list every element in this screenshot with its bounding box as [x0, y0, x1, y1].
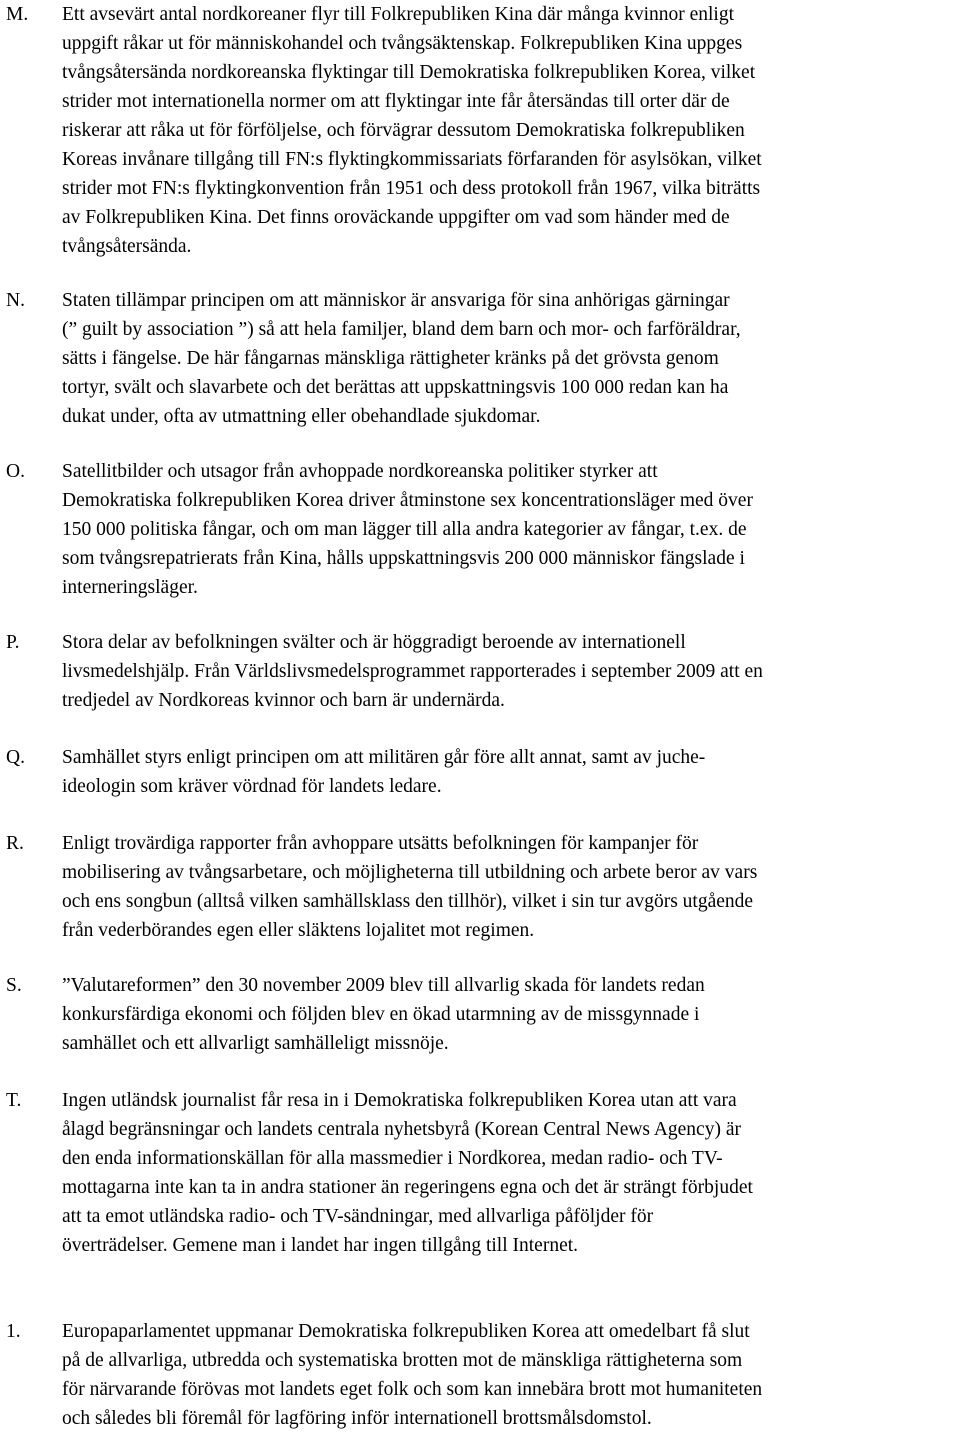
recital-text: ”Valutareformen” den 30 november 2009 blev till allvarlig skada för landets redan konkursfärdiga ekonomi och följden blev en ökad utarmning av de missgynnade i samhället och ett allvarligt samhälleligt missnöje. [62, 975, 705, 1054]
recital-marker: R. [6, 833, 24, 854]
recital-text: Satellitbilder och utsagor från avhoppade nordkoreanska politiker styrker att Demokratiska folkrepubliken Korea driver åtminstone sex koncentrationsläger med över 150 000 politiska fångar, och om man lägger till alla andra kategorier av fångar, t.ex. de som tvångsrepatrierats från Kina, hålls uppskattningsvis 200 000 människor fängslade i interneringsläger. [62, 461, 753, 598]
recital-text: Ett avsevärt antal nordkoreaner flyr till Folkrepubliken Kina där många kvinnor enligt uppgift råkar ut för människohandel och tvångsäktenskap. Folkrepubliken Kina uppges tvångsåtersända nordkoreanska flyktingar till Demokratiska folkrepubliken Korea, vilket strider mot internationella normer om att flyktingar inte får återsändas till orter där de riskerar att råka ut för förföljelse, och förvägrar dessutom Demokratiska folkrepubliken Koreas invånare tillgång till FN:s flyktingkommissariats förfaranden för asylsökan, vilket strider mot FN:s flyktingkonvention från 1951 och dess protokoll från 1967, vilka biträtts av Folkrepubliken Kina. Det finns oroväckande uppgifter om vad som händer med de tvångsåtersända. [62, 4, 762, 257]
paragraph-number: 1. [6, 1321, 21, 1342]
paragraph-text: Europaparlamentet uppmanar Demokratiska folkrepubliken Korea att omedelbart få slut på de allvarliga, utbredda och systematiska brotten mot de mänskliga rättigheterna som för närvarande förövas mot landets eget folk och som kan innebära brott mot humaniteten och således bli föremål för lagföring inför internationell brottsmålsdomstol. [62, 1321, 763, 1429]
recital-text: Staten tillämpar principen om att människor är ansvariga för sina anhörigas gärningar (” guilt by association ”) så att hela familjer, bland dem barn och mor- och farföräldrar, sätts i fängelse. De här fångarnas mänskliga rättigheter kränks på det grövsta genom tortyr, svält och slavarbete och det berättas att uppskattningsvis 100 000 redan kan ha dukat under, ofta av utmattning eller obehandlade sjukdomar. [62, 290, 741, 427]
recital-marker: T. [6, 1090, 22, 1111]
recital-marker: P. [6, 632, 20, 653]
recital-marker: O. [6, 461, 25, 482]
recital-marker: Q. [6, 747, 25, 768]
recital-marker: S. [6, 975, 22, 996]
recital-text: Ingen utländsk journalist får resa in i Demokratiska folkrepubliken Korea utan att vara ålagd begränsningar och landets centrala nyhetsbyrå (Korean Central News Agency) är den enda informationskällan för alla massmedier i Nordkorea, medan radio- och TV- mottagarna inte kan ta in andra stationer än regeringens egna och det är strängt förbjudet att ta emot utländska radio- och TV-sändningar, med allvarliga påföljder för överträdelser. Gemene man i landet har ingen tillgång till Internet. [62, 1090, 753, 1256]
recital-marker: N. [6, 290, 25, 311]
recital-text: Enligt trovärdiga rapporter från avhoppare utsätts befolkningen för kampanjer för mobilisering av tvångsarbetare, och möjligheterna till utbildning och arbete beror av vars och ens songbun (alltså vilken samhällsklass den tillhör), vilket i sin tur avgörs utgående från vederbörandes egen eller släktens lojalitet mot regimen. [62, 833, 758, 941]
recital-text: Stora delar av befolkningen svälter och är höggradigt beroende av internationell livsmedelshjälp. Från Världslivsmedelsprogrammet rapporterades i september 2009 att en tredjedel av Nordkoreas kvinnor och barn är undernärda. [62, 632, 763, 711]
recital-text: Samhället styrs enligt principen om att militären går före allt annat, samt av juche- ideologin som kräver vördnad för landets ledare. [62, 747, 706, 797]
recital-marker: M. [6, 4, 29, 25]
